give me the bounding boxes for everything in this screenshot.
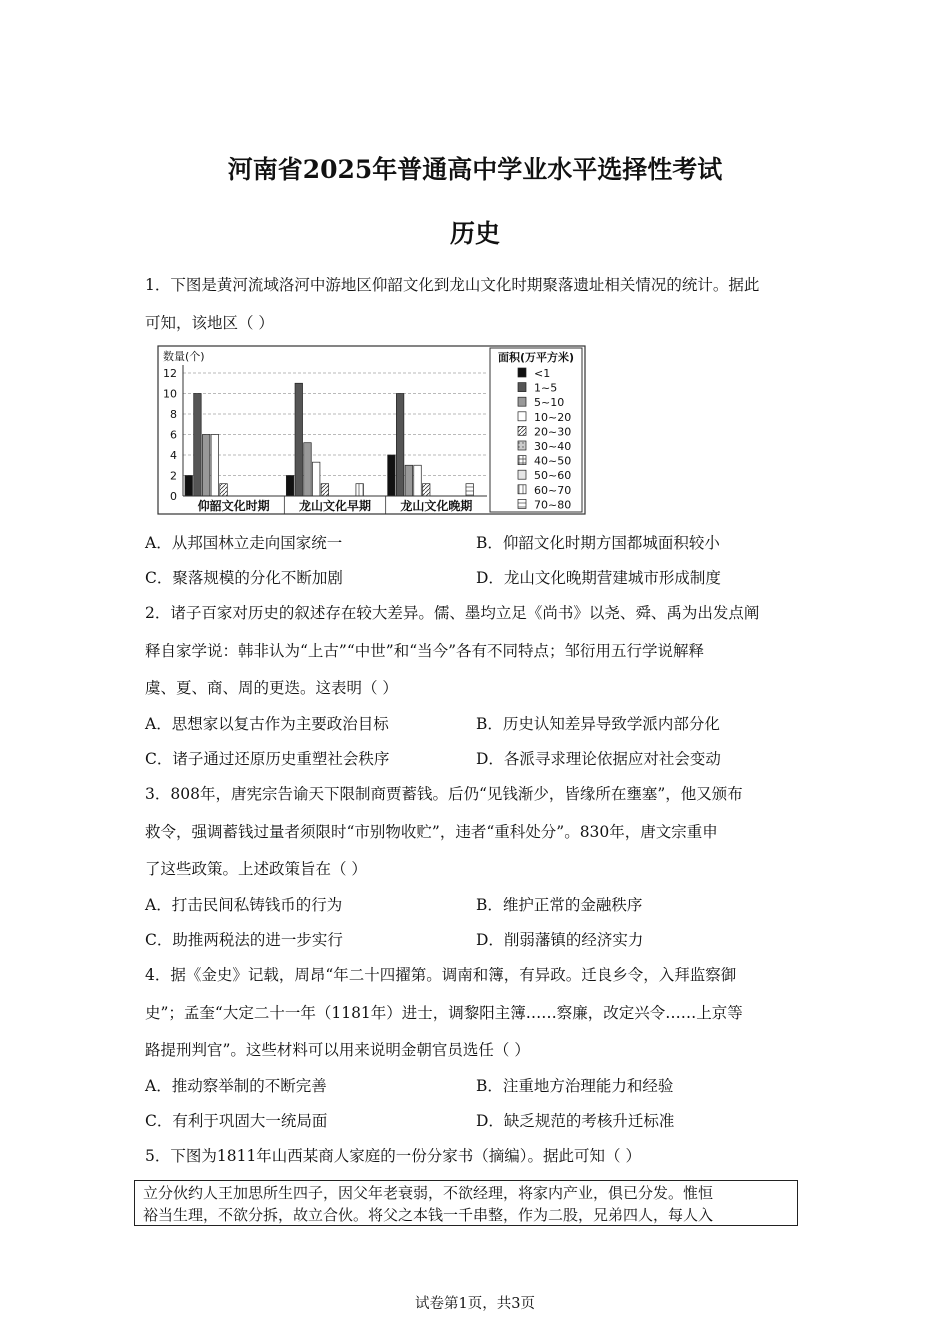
family-division-document xyxy=(134,1180,798,1226)
bar xyxy=(194,394,202,497)
question-2-line-2: 释自家学说：韩非认为“上古”“中世”和“当今”各有不同特点；邹衍用五行学说解释 xyxy=(145,642,705,660)
legend-label: 40~50 xyxy=(534,454,572,468)
bar xyxy=(405,465,413,496)
question-3-line-3: 了这些政策。上述政策旨在（ ） xyxy=(145,860,367,878)
legend-swatch xyxy=(518,397,526,406)
y-axis-label: 数量(个) xyxy=(163,350,205,363)
y-tick-label: 10 xyxy=(163,387,177,401)
q2-option-c[interactable]: C．诸子通过还原历史重塑社会秩序 xyxy=(145,750,390,768)
q4-option-a[interactable]: A．推动察举制的不断完善 xyxy=(145,1077,327,1095)
legend-title: 面积(万平方米) xyxy=(497,351,575,364)
q3-option-c[interactable]: C．助推两税法的进一步实行 xyxy=(145,931,343,949)
y-tick-label: 8 xyxy=(170,408,177,421)
bar xyxy=(304,443,312,496)
bar xyxy=(312,462,320,496)
y-tick-label: 2 xyxy=(170,469,177,483)
q4-option-b[interactable]: B．注重地方治理能力和经验 xyxy=(476,1077,674,1095)
quote-line: 立分伙约人王加思所生四子，因父年老衰弱，不欲经理，将家内产业，俱已分发。惟恒 xyxy=(143,1184,714,1202)
legend-swatch xyxy=(518,383,526,392)
legend-swatch xyxy=(518,412,526,421)
bar xyxy=(466,484,474,496)
y-tick-label: 12 xyxy=(163,367,177,380)
q1-option-d[interactable]: D．龙山文化晚期营建城市形成制度 xyxy=(476,569,721,587)
x-category-label: 龙山文化晚期 xyxy=(400,499,473,513)
q3-option-d[interactable]: D．削弱藩镇的经济实力 xyxy=(476,931,644,949)
legend-swatch xyxy=(518,485,526,494)
q4-option-c[interactable]: C．有利于巩固大一统局面 xyxy=(145,1112,328,1130)
bar xyxy=(422,484,430,496)
q3-option-b[interactable]: B．维护正常的金融秩序 xyxy=(476,896,643,914)
q2-option-d[interactable]: D．各派寻求理论依据应对社会变动 xyxy=(476,750,721,768)
q3-option-a[interactable]: A．打击民间私铸钱币的行为 xyxy=(145,896,343,914)
bar xyxy=(211,435,219,497)
legend-label: 5~10 xyxy=(534,396,565,410)
y-tick-label: 0 xyxy=(170,490,177,503)
x-category-label: 仰韶文化时期 xyxy=(197,499,270,513)
y-tick-label: 4 xyxy=(170,449,177,462)
question-1-line-1: 1．下图是黄河流域洛河中游地区仰韶文化到龙山文化时期聚落遗址相关情况的统计。据此 xyxy=(145,276,760,294)
q2-option-b[interactable]: B．历史认知差异导致学派内部分化 xyxy=(476,715,720,733)
question-4-line-2: 史”；孟奎“大定二十一年（1181年）进士，调黎阳主簿……察廉，改定兴令……上京等 xyxy=(145,1004,743,1022)
x-category-label: 龙山文化早期 xyxy=(298,499,372,513)
q1-option-b[interactable]: B．仰韶文化时期方国都城面积较小 xyxy=(476,534,720,552)
question-2-line-1: 2．诸子百家对历史的叙述存在较大差异。儒、墨均立足《尚书》以尧、舜、禹为出发点阐 xyxy=(145,604,760,622)
bar xyxy=(396,394,404,497)
legend-label: 1~5 xyxy=(534,381,558,395)
bar xyxy=(202,435,210,497)
y-tick-label: 6 xyxy=(170,428,177,442)
question-3-line-2: 救令，强调蓄钱过量者须限时“市别物收贮”，违者“重科处分”。830年，唐文宗重申 xyxy=(145,823,718,841)
question-2-line-3: 虞、夏、商、周的更迭。这表明（ ） xyxy=(145,679,398,697)
legend-swatch xyxy=(518,441,526,450)
quote-line: 裕当生理，不欲分拆，故立合伙。将父之本钱一千串整，作为二股，兄弟四人，每人入 xyxy=(143,1206,714,1224)
question-5-line-1: 5．下图为1811年山西某商人家庭的一份分家书（摘编）。据此可知（ ） xyxy=(145,1147,641,1165)
bar xyxy=(321,484,329,496)
bar xyxy=(414,465,422,496)
legend-swatch xyxy=(518,368,526,377)
q1-option-a[interactable]: A．从邦国林立走向国家统一 xyxy=(145,534,343,552)
question-3-line-1: 3．808年，唐宪宗告谕天下限制商贾蓄钱。后仍“见钱渐少，皆缘所在壅塞”，他又颁布 xyxy=(145,785,743,803)
legend-label: 10~20 xyxy=(534,410,572,424)
q2-option-a[interactable]: A．思想家以复古作为主要政治目标 xyxy=(145,715,389,733)
q4-option-d[interactable]: D．缺乏规范的考核升迁标准 xyxy=(476,1112,675,1130)
bar xyxy=(185,476,193,497)
legend-label: 30~40 xyxy=(534,440,572,453)
legend-label: <1 xyxy=(534,367,551,380)
bar xyxy=(286,476,294,497)
legend-swatch xyxy=(518,470,526,479)
legend-label: 20~30 xyxy=(534,425,572,439)
question-1-line-2: 可知，该地区（ ） xyxy=(145,314,274,332)
bar xyxy=(388,455,396,496)
settlement-bar-chart xyxy=(157,345,587,517)
page-footer: 试卷第1页，共3页 xyxy=(415,1296,535,1312)
legend-label: 60~70 xyxy=(534,483,572,497)
bar xyxy=(356,484,364,496)
bar xyxy=(295,383,303,496)
question-4-line-1: 4．据《金史》记载，周昂“年二十四擢第。调南和簿，有异政。迁良乡令，入拜监察御 xyxy=(145,966,737,984)
bar xyxy=(220,484,228,496)
legend-label: 70~80 xyxy=(534,498,572,512)
subject-title: 历史 xyxy=(449,219,500,248)
exam-title: 河南省2025年普通高中学业水平选择性考试 xyxy=(227,155,723,184)
q1-option-c[interactable]: C．聚落规模的分化不断加剧 xyxy=(145,569,343,587)
question-4-line-3: 路提刑判官”。这些材料可以用来说明金朝官员选任（ ） xyxy=(145,1041,530,1059)
legend-swatch xyxy=(518,456,526,465)
legend-swatch xyxy=(518,499,526,508)
legend-label: 50~60 xyxy=(534,469,572,483)
legend-swatch xyxy=(518,426,526,435)
